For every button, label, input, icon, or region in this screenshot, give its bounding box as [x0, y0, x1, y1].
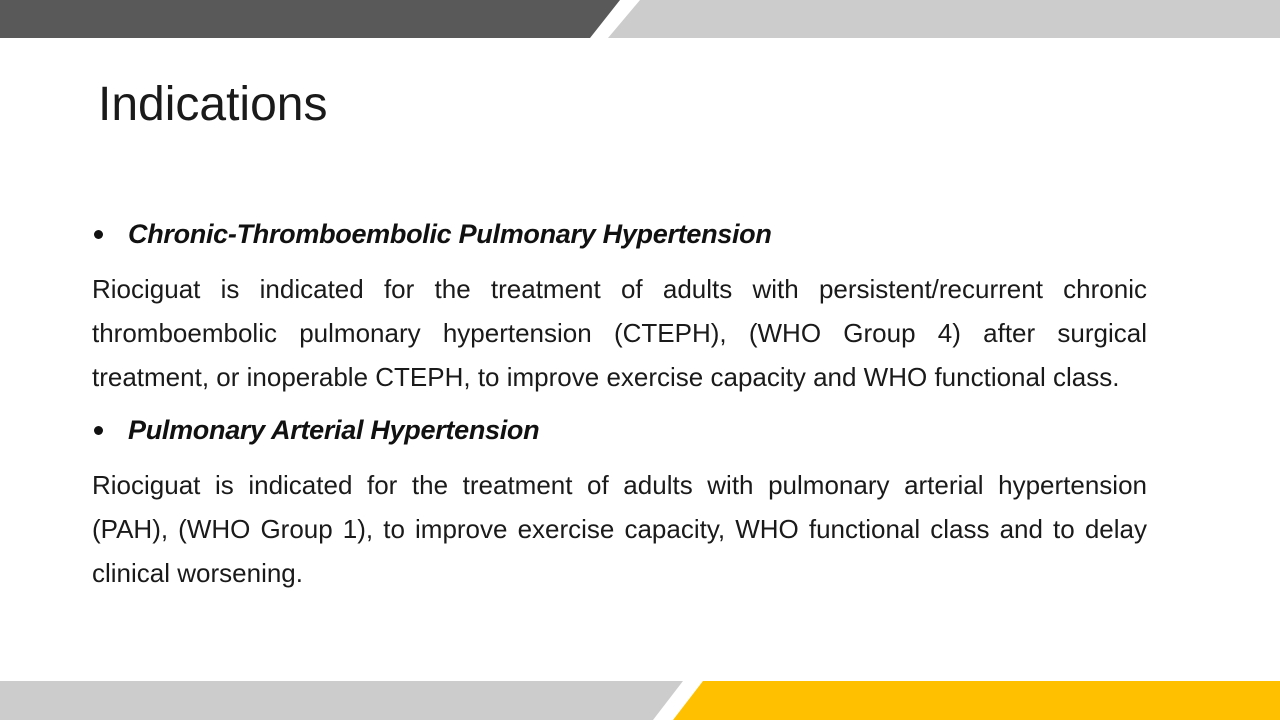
slide-title: Indications — [98, 78, 328, 131]
bullet-item-cteph — [92, 212, 1147, 256]
top-band-light-segment — [608, 0, 1280, 38]
bottom-band-accent-segment — [673, 681, 1280, 720]
top-band-dark-segment — [0, 0, 620, 38]
bottom-band-light-segment — [0, 681, 683, 720]
slide-content — [92, 212, 1147, 595]
top-decorative-band — [0, 0, 1280, 38]
paragraph-pah: Riociguat is indicated for the treatment of adults with pulmonary arterial hypertension (PAH), (WHO Group 1), to improve exercise capacity, WHO functional class and to delay clinical worsening. — [92, 470, 1147, 588]
bullet-item-pah — [92, 408, 1147, 452]
bottom-decorative-band — [0, 681, 1280, 720]
bullet-dot-icon — [94, 426, 103, 435]
paragraph-cteph: Riociguat is indicated for the treatment of adults with persistent/recurrent chronic thromboembolic pulmonary hypertension (CTEPH), (WHO Group 4) after surgical treatment, or inoperable CTEPH, to improve exercise capacity and WHO functional class. — [92, 274, 1147, 392]
bullet-dot-icon — [94, 230, 103, 239]
bullet-heading-cteph: Chronic-Thromboembolic Pulmonary Hypertension — [128, 218, 772, 249]
bullet-heading-pah: Pulmonary Arterial Hypertension — [128, 414, 540, 445]
